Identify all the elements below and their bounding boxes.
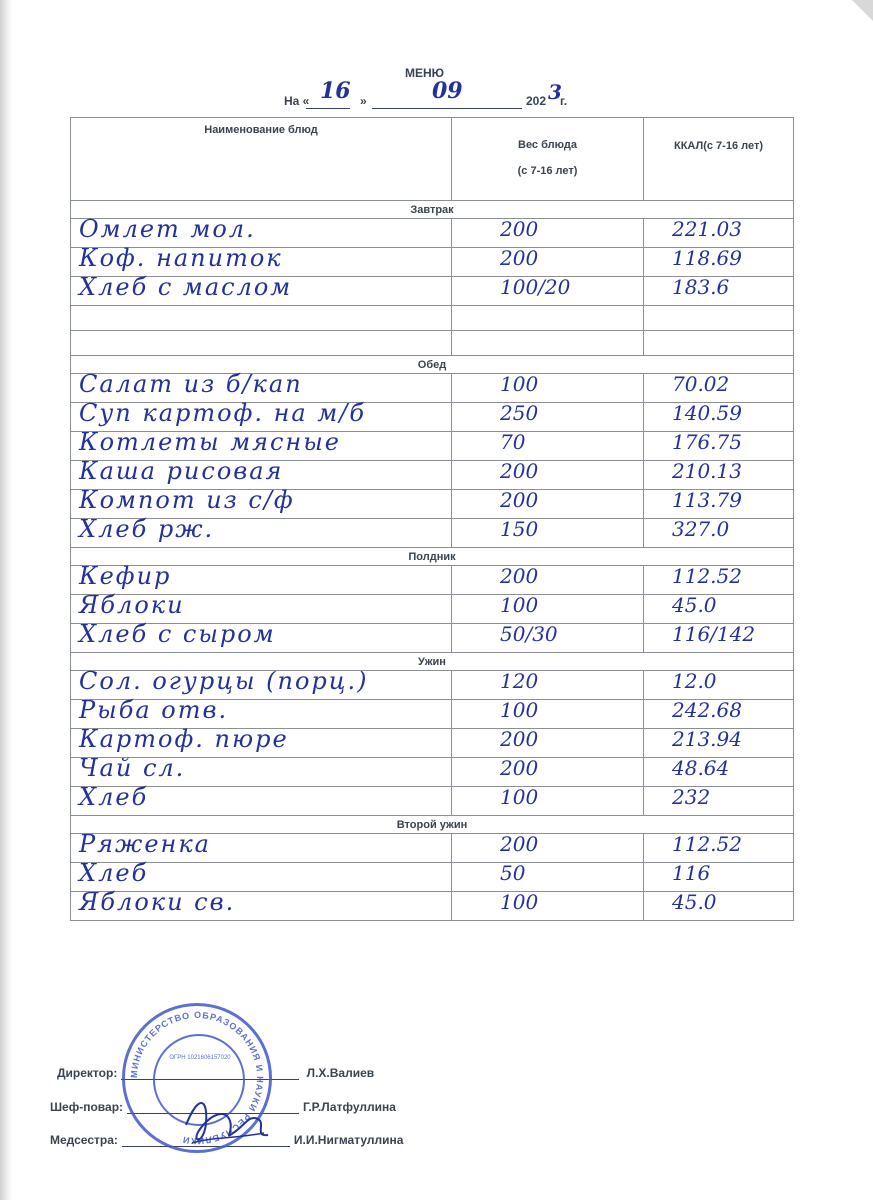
dish-name: Яблоки св. bbox=[79, 888, 236, 916]
dish-weight: 100 bbox=[500, 372, 539, 396]
dish-kcal: 140.59 bbox=[672, 401, 742, 425]
chef-name: Г.Р.Латфуллина bbox=[303, 1100, 396, 1114]
dish-kcal: 210.13 bbox=[672, 459, 742, 483]
dish-weight: 200 bbox=[500, 459, 539, 483]
dish-kcal-cell bbox=[644, 490, 794, 519]
dish-weight-cell bbox=[452, 461, 644, 490]
header-row bbox=[71, 118, 794, 201]
weight-header-line2: (с 7-16 лет) bbox=[517, 165, 578, 177]
dish-name: Яблоки bbox=[79, 591, 185, 619]
dish-weight-cell bbox=[452, 432, 644, 461]
dish-kcal: 112.52 bbox=[672, 832, 742, 856]
dish-name: Сол. огурцы (порц.) bbox=[79, 667, 369, 695]
dish-weight-cell bbox=[452, 248, 644, 277]
dish-name: Салат из б/кап bbox=[79, 370, 303, 398]
dish-name: Хлеб bbox=[79, 783, 149, 811]
section-title: Второй ужин bbox=[71, 816, 794, 834]
nurse-label: Медсестра: bbox=[50, 1133, 118, 1147]
dish-weight: 250 bbox=[500, 401, 539, 425]
dish-kcal-cell bbox=[644, 863, 794, 892]
column-name-header: Наименование блюд bbox=[71, 118, 452, 201]
table-row bbox=[71, 331, 794, 356]
dish-kcal: 116/142 bbox=[672, 622, 756, 646]
dish-weight: 100 bbox=[500, 890, 539, 914]
dish-kcal-cell bbox=[644, 219, 794, 248]
dish-weight-cell bbox=[452, 700, 644, 729]
table-row bbox=[71, 277, 794, 306]
dish-kcal bbox=[652, 302, 672, 326]
dish-kcal: 112.52 bbox=[672, 564, 742, 588]
dish-weight-cell bbox=[452, 566, 644, 595]
dish-kcal-cell bbox=[644, 892, 794, 921]
dish-weight: 70 bbox=[500, 430, 526, 454]
dish-weight: 100 bbox=[500, 593, 539, 617]
year-suffix: г. bbox=[560, 94, 568, 108]
table-row bbox=[71, 306, 794, 331]
dish-kcal: 183.6 bbox=[672, 275, 730, 299]
dish-name: Рыба отв. bbox=[79, 696, 229, 724]
dish-name-cell bbox=[71, 888, 452, 921]
dish-kcal-cell bbox=[644, 519, 794, 548]
stamp-ring-label: МИНИСТЕРСТВО ОБРАЗОВАНИЯ И НАУКИ РЕСПУБЛИКИ bbox=[128, 1009, 266, 1147]
scan-edge bbox=[0, 0, 12, 1200]
dish-name-cell bbox=[71, 515, 452, 548]
chef-label: Шеф-повар: bbox=[50, 1100, 124, 1114]
dish-name: Компот из с/ф bbox=[79, 486, 295, 514]
dish-kcal-cell bbox=[644, 403, 794, 432]
dish-kcal-cell bbox=[644, 432, 794, 461]
dish-kcal bbox=[652, 327, 672, 351]
year-digit: 3 bbox=[548, 80, 562, 104]
dish-weight: 50 bbox=[500, 861, 526, 885]
dish-kcal: 327.0 bbox=[672, 517, 730, 541]
section-title: Завтрак bbox=[71, 201, 794, 219]
dish-name-cell bbox=[71, 783, 452, 816]
stamp-center-text: ОГРН 1021606157020 bbox=[169, 1055, 231, 1061]
table-row bbox=[71, 758, 794, 787]
dish-kcal-cell bbox=[644, 566, 794, 595]
dish-name-cell bbox=[71, 331, 452, 356]
dish-kcal: 116 bbox=[672, 861, 711, 885]
dish-weight: 200 bbox=[500, 564, 539, 588]
dish-name-cell bbox=[71, 620, 452, 653]
dish-weight-cell bbox=[452, 403, 644, 432]
date-mid: » bbox=[360, 94, 367, 108]
nurse-name: И.И.Нигматуллина bbox=[293, 1133, 404, 1147]
dish-weight-cell bbox=[452, 834, 644, 863]
dish-kcal-cell bbox=[644, 331, 794, 356]
dish-kcal-cell bbox=[644, 758, 794, 787]
director-label: Директор: bbox=[57, 1066, 118, 1080]
dish-weight bbox=[460, 327, 500, 351]
table-row bbox=[71, 519, 794, 548]
dish-kcal: 12.0 bbox=[672, 669, 717, 693]
dish-kcal-cell bbox=[644, 729, 794, 758]
handwritten-signature bbox=[178, 1085, 273, 1155]
dish-kcal: 45.0 bbox=[672, 890, 717, 914]
director-name: Л.Х.Валиев bbox=[306, 1066, 375, 1080]
column-kcal-header: ККАЛ(с 7-16 лет) bbox=[644, 118, 794, 201]
dish-weight: 200 bbox=[500, 246, 539, 270]
menu-body bbox=[71, 201, 794, 921]
dish-weight-cell bbox=[452, 787, 644, 816]
dish-weight: 200 bbox=[500, 488, 539, 512]
dish-weight: 150 bbox=[500, 517, 539, 541]
dish-kcal-cell bbox=[644, 248, 794, 277]
dish-weight: 200 bbox=[500, 217, 539, 241]
dish-weight: 200 bbox=[500, 832, 539, 856]
year-prefix: 202 bbox=[526, 94, 547, 108]
dish-kcal: 221.03 bbox=[672, 217, 742, 241]
dish-name: Суп картоф. на м/б bbox=[79, 399, 367, 427]
dish-kcal: 176.75 bbox=[672, 430, 742, 454]
dish-kcal: 45.0 bbox=[672, 593, 717, 617]
dish-kcal: 232 bbox=[672, 785, 711, 809]
column-weight-header bbox=[452, 118, 644, 201]
dish-weight bbox=[460, 302, 500, 326]
dish-name: Омлет мол. bbox=[79, 215, 256, 243]
dish-weight-cell bbox=[452, 671, 644, 700]
section-title: Обед bbox=[71, 356, 794, 374]
date-line bbox=[284, 80, 604, 108]
dish-name: Картоф. пюре bbox=[79, 725, 289, 753]
dish-kcal-cell bbox=[644, 787, 794, 816]
dish-kcal-cell bbox=[644, 700, 794, 729]
dish-weight-cell bbox=[452, 490, 644, 519]
dish-weight: 100 bbox=[500, 698, 539, 722]
table-row bbox=[71, 624, 794, 653]
table-row bbox=[71, 834, 794, 863]
dish-weight: 100 bbox=[500, 785, 539, 809]
dish-kcal-cell bbox=[644, 671, 794, 700]
section-title: Ужин bbox=[71, 653, 794, 671]
dish-name: Хлеб с маслом bbox=[79, 273, 293, 301]
dish-name: Чай сл. bbox=[79, 754, 186, 782]
dish-kcal: 242.68 bbox=[672, 698, 742, 722]
dish-kcal: 213.94 bbox=[672, 727, 742, 751]
table-row bbox=[71, 787, 794, 816]
day-underline bbox=[306, 108, 350, 109]
dish-kcal-cell bbox=[644, 461, 794, 490]
page-title: МЕНЮ bbox=[405, 66, 445, 80]
date-prefix: На « bbox=[284, 94, 310, 108]
date-month: 09 bbox=[432, 78, 463, 104]
dish-kcal: 70.02 bbox=[672, 372, 730, 396]
dish-weight-cell bbox=[452, 892, 644, 921]
dish-weight-cell bbox=[452, 624, 644, 653]
dish-name: Хлеб рж. bbox=[79, 515, 215, 543]
dish-kcal-cell bbox=[644, 624, 794, 653]
table-row bbox=[71, 892, 794, 921]
dish-kcal-cell bbox=[644, 374, 794, 403]
dish-name: Котлеты мясные bbox=[79, 428, 341, 456]
dish-weight-cell bbox=[452, 595, 644, 624]
dish-kcal: 118.69 bbox=[672, 246, 742, 270]
dish-weight: 200 bbox=[500, 756, 539, 780]
section-title: Полдник bbox=[71, 548, 794, 566]
dish-kcal-cell bbox=[644, 834, 794, 863]
dish-weight-cell bbox=[452, 758, 644, 787]
dish-weight: 100/20 bbox=[500, 275, 571, 299]
dish-name: Ряженка bbox=[79, 830, 211, 858]
menu-table bbox=[70, 117, 794, 921]
dish-name: Хлеб с сыром bbox=[79, 620, 276, 648]
dish-kcal-cell bbox=[644, 595, 794, 624]
weight-header-line1: Вес блюда bbox=[518, 139, 577, 151]
dish-name-cell bbox=[71, 306, 452, 331]
dish-name: Коф. напиток bbox=[79, 244, 283, 272]
dish-name-cell bbox=[71, 273, 452, 306]
section-row bbox=[71, 548, 794, 566]
dish-weight-cell bbox=[452, 519, 644, 548]
dish-weight: 120 bbox=[500, 669, 539, 693]
dish-weight: 50/30 bbox=[500, 622, 558, 646]
dish-weight-cell bbox=[452, 219, 644, 248]
dish-name: Кефир bbox=[79, 562, 172, 590]
month-underline bbox=[372, 108, 522, 109]
dish-weight-cell bbox=[452, 863, 644, 892]
dish-weight: 200 bbox=[500, 727, 539, 751]
scan-corner bbox=[847, 0, 873, 26]
date-day: 16 bbox=[320, 78, 351, 104]
dish-kcal: 48.64 bbox=[672, 756, 730, 780]
dish-name: Хлеб bbox=[79, 859, 149, 887]
dish-weight-cell bbox=[452, 374, 644, 403]
dish-weight-cell bbox=[452, 331, 644, 356]
dish-weight-cell bbox=[452, 729, 644, 758]
dish-kcal: 113.79 bbox=[672, 488, 742, 512]
dish-name: Каша рисовая bbox=[79, 457, 284, 485]
